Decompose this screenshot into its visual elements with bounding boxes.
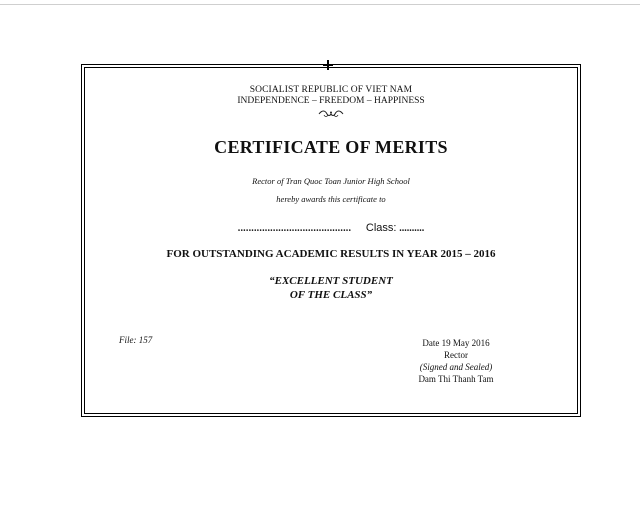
awards-line: hereby awards this certificate to (276, 194, 386, 204)
country-name: SOCIALIST REPUBLIC OF VIET NAM (249, 85, 413, 95)
recipient-name-blank: .......................................... (237, 223, 352, 234)
national-motto: INDEPENDENCE – FREEDOM – HAPPINESS (237, 96, 425, 106)
class-blank: .......... (399, 223, 425, 234)
signature-block (391, 337, 521, 385)
award-title-line-1: “EXCELLENT STUDENT (269, 275, 393, 287)
certificate-title: CERTIFICATE OF MERITS (214, 137, 448, 157)
file-number: File: 157 (119, 335, 153, 345)
issuer-line: Rector of Tran Quoc Toan Junior High School (252, 176, 410, 186)
window-top-divider (0, 4, 640, 5)
signer-role: Rector (444, 350, 468, 360)
signed-sealed-note: (Signed and Sealed) (419, 362, 493, 372)
award-reason: FOR OUTSTANDING ACADEMIC RESULTS IN YEAR 2015 – 2016 (166, 248, 496, 260)
decorative-scroll-icon (84, 110, 578, 121)
issue-date: Date 19 May 2016 (422, 338, 490, 348)
award-title-line-2: OF THE CLASS” (289, 289, 373, 301)
recipient-row (84, 222, 578, 234)
class-label: Class: (365, 222, 397, 234)
signer-name: Dam Thi Thanh Tam (418, 374, 494, 384)
